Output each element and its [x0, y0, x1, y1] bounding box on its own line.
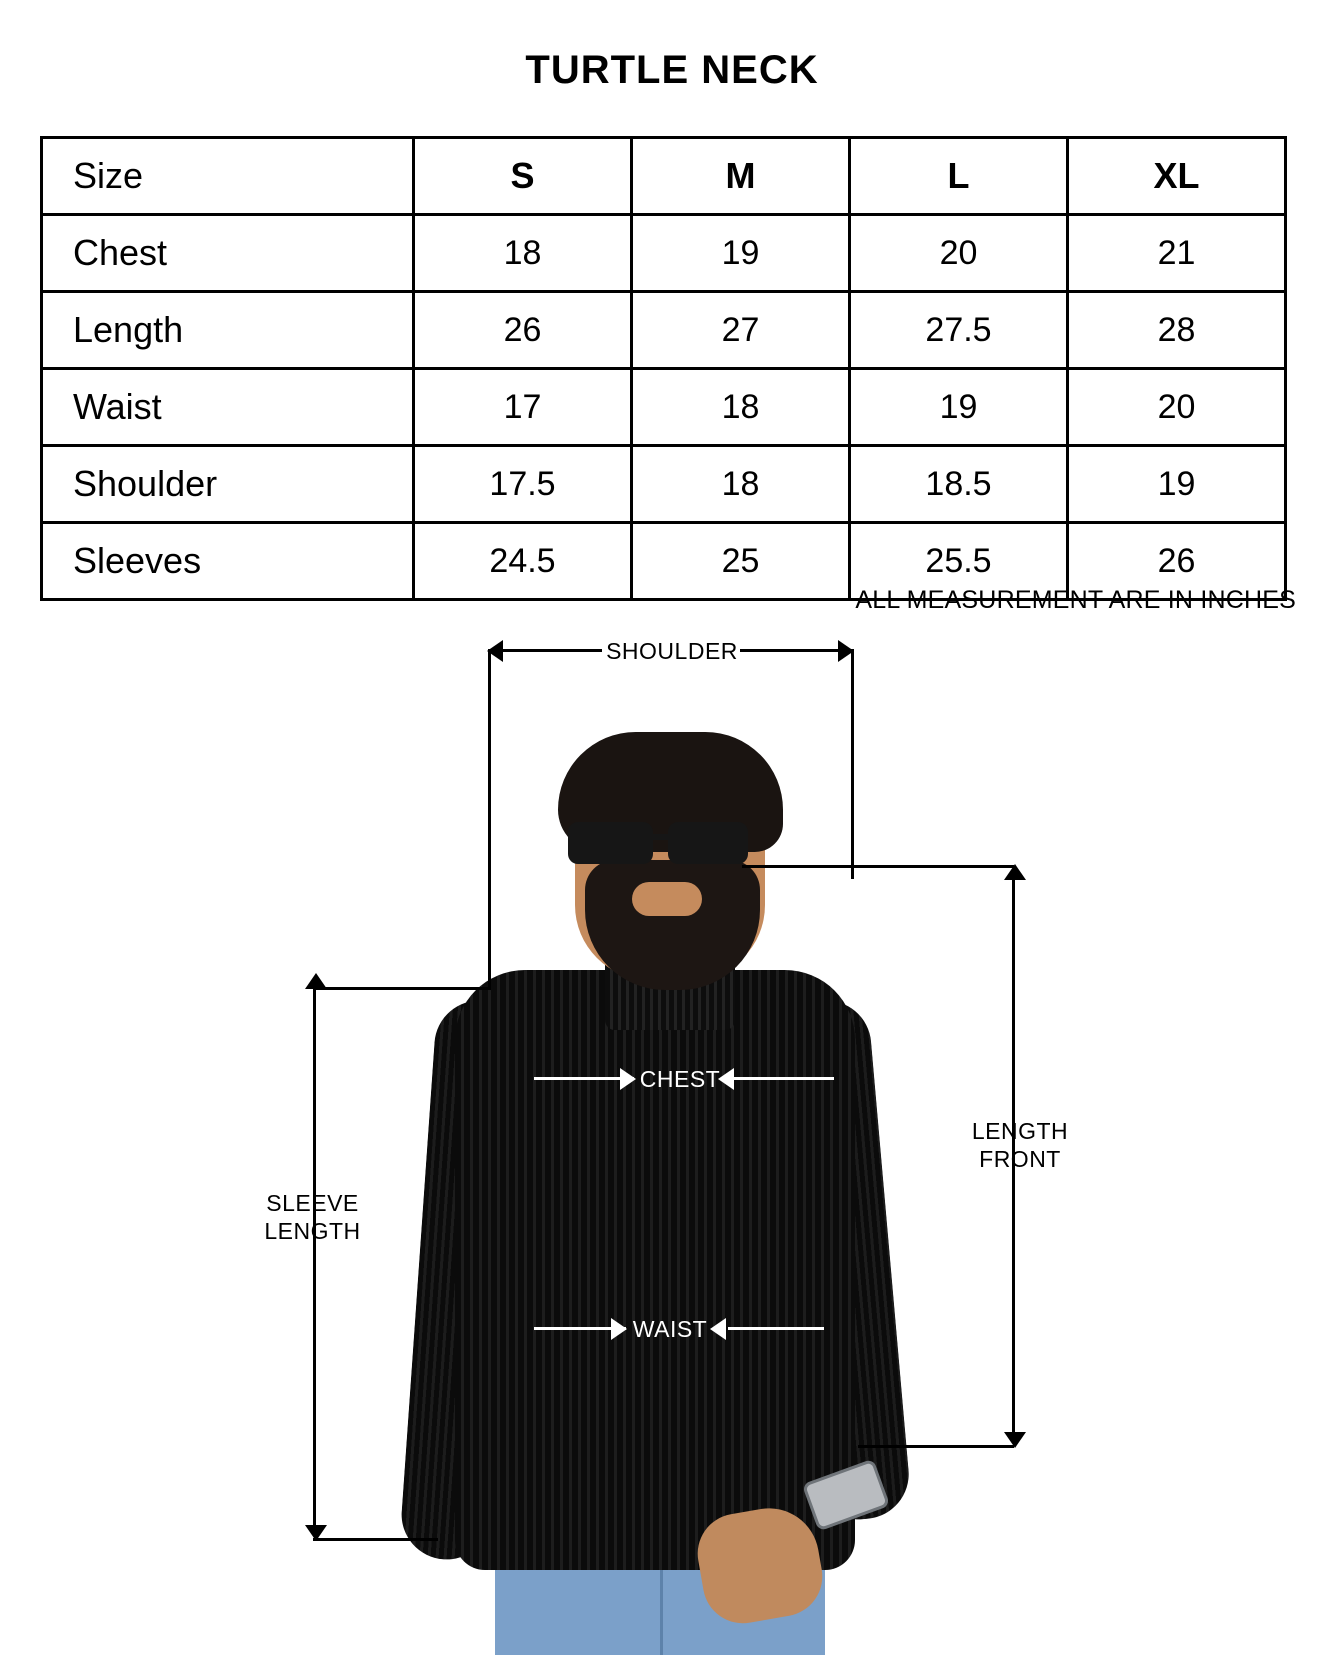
sleeve-vertical-line — [313, 987, 316, 1532]
table-row — [42, 215, 1286, 292]
cell-chest-xl: 21 — [1068, 215, 1286, 292]
table-header-m: M — [632, 138, 850, 215]
waist-line-right — [728, 1327, 824, 1330]
row-label-shoulder: Shoulder — [42, 446, 414, 523]
waist-label: WAIST — [632, 1316, 708, 1342]
row-label-waist: Waist — [42, 369, 414, 446]
model-figure-diagram — [0, 620, 1344, 1600]
table-header-xl: XL — [1068, 138, 1286, 215]
cell-shoulder-s: 17.5 — [414, 446, 632, 523]
cell-length-l: 27.5 — [850, 292, 1068, 369]
sleeve-arrow-top — [305, 973, 327, 989]
cell-waist-l: 19 — [850, 369, 1068, 446]
chest-line-right — [734, 1077, 834, 1080]
sleeve-length-label-line1: SLEEVE — [266, 1190, 359, 1216]
size-chart-table — [40, 136, 1287, 601]
length-connector-top — [742, 865, 1014, 868]
page-title: TURTLE NECK — [525, 48, 819, 92]
length-connector-bottom — [858, 1445, 1014, 1448]
table-header-size: Size — [42, 138, 414, 215]
table-header-l: L — [850, 138, 1068, 215]
table-row — [42, 446, 1286, 523]
sweater-torso — [455, 970, 855, 1570]
cell-waist-xl: 20 — [1068, 369, 1286, 446]
mouth — [632, 882, 702, 916]
cell-sleeves-s: 24.5 — [414, 523, 632, 600]
length-arrow-top — [1004, 864, 1026, 880]
cell-shoulder-m: 18 — [632, 446, 850, 523]
cell-chest-m: 19 — [632, 215, 850, 292]
chest-line-left — [534, 1077, 634, 1080]
shoulder-tick-left — [488, 649, 491, 989]
length-front-label-line2: FRONT — [979, 1146, 1061, 1172]
cell-waist-s: 17 — [414, 369, 632, 446]
table-header-s: S — [414, 138, 632, 215]
cell-length-xl: 28 — [1068, 292, 1286, 369]
row-label-sleeves: Sleeves — [42, 523, 414, 600]
cell-waist-m: 18 — [632, 369, 850, 446]
cell-shoulder-l: 18.5 — [850, 446, 1068, 523]
cell-sleeves-xl: 26 — [1068, 523, 1286, 600]
sunglass-lens-left — [568, 822, 653, 864]
measurement-units-note: ALL MEASUREMENT ARE IN INCHES — [855, 586, 1296, 614]
cell-sleeves-m: 25 — [632, 523, 850, 600]
length-front-label-line1: LENGTH — [971, 1118, 1069, 1144]
row-label-length: Length — [42, 292, 414, 369]
table-header-row — [42, 138, 1286, 215]
sleeve-connector-top — [313, 987, 491, 990]
table-row — [42, 369, 1286, 446]
cell-sleeves-l: 25.5 — [850, 523, 1068, 600]
chest-label: CHEST — [639, 1066, 721, 1092]
table-row — [42, 292, 1286, 369]
cell-chest-s: 18 — [414, 215, 632, 292]
sunglasses — [568, 822, 764, 864]
cell-shoulder-xl: 19 — [1068, 446, 1286, 523]
row-label-chest: Chest — [42, 215, 414, 292]
shoulder-label: SHOULDER — [606, 638, 738, 664]
sunglass-lens-right — [668, 822, 748, 864]
sleeve-length-label-line2: LENGTH — [264, 1218, 361, 1244]
cell-chest-l: 20 — [850, 215, 1068, 292]
cell-length-m: 27 — [632, 292, 850, 369]
shoulder-tick-right — [851, 649, 854, 879]
cell-length-s: 26 — [414, 292, 632, 369]
sleeve-connector-bottom — [313, 1538, 438, 1541]
shoulder-line-left — [492, 649, 602, 652]
shoulder-line-right — [740, 649, 852, 652]
